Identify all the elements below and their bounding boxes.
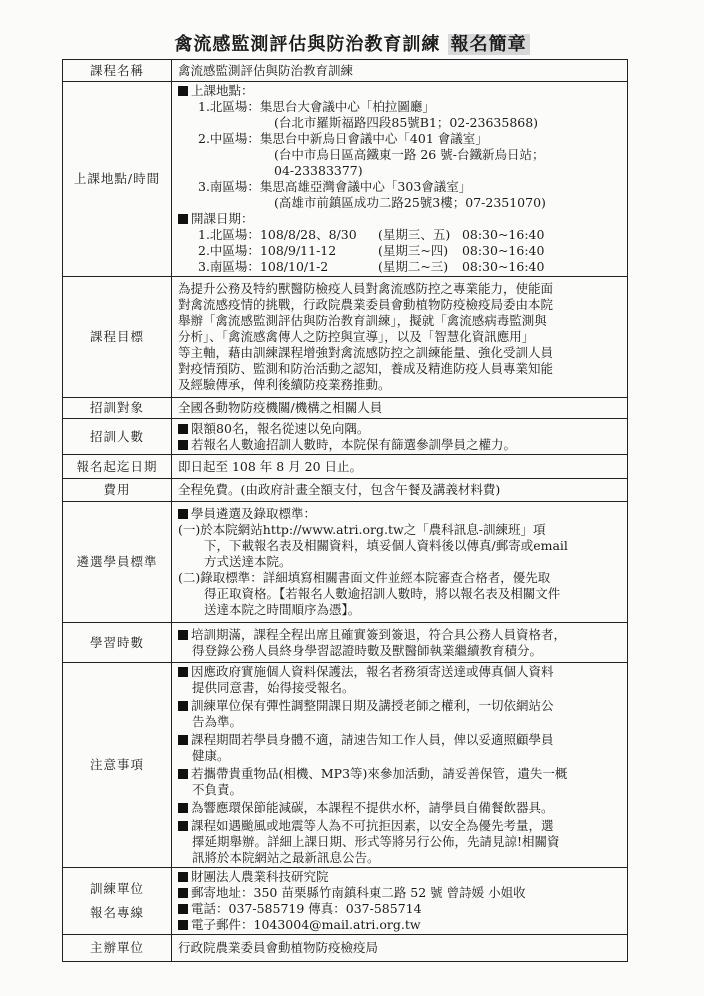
text-line: 若攜帶貴重物品(相機、MP3等)來參加活動，請妥善保管，遺失一概 [178,766,621,782]
text-line: 及經驗傳承，俾利後續防疫業務推動。 [178,377,391,392]
row-goal [63,277,628,398]
text-line: 限額80名，報名從速以免向隅。 [178,421,621,437]
text-line: 為響應環保節能減碳，本課程不提供水杯，請學員自備餐飲器具。 [178,800,621,816]
row-value: 全程免費。(由政府計畫全額支付，包含午餐及講義材料費) [172,479,628,502]
text-line: 04-23383377) [274,163,363,178]
notes-cell [172,663,628,868]
text-line: 舉辦「禽流感監測評估與防治教育訓練」，擬就「禽流感病毒監測與 [178,313,547,328]
row-label: 報名起迄日期 [63,455,172,479]
row-value: 行政院農業委員會動植物防疫檢疫局 [172,935,628,962]
bullet-square-icon [178,667,188,677]
text-line: (二)錄取標準：詳細填寫相關書面文件並經本院審查合格者，優先取 [178,570,551,585]
bullet-square-icon [178,821,188,831]
row-period [63,455,628,479]
text-line: 等主軸，藉由訓練課程增強對禽流感防控之訓練能量、強化受訓人員 [178,345,554,360]
hours-cell [172,623,628,663]
text-line: 若報名人數逾招訓人數時，本院保有篩選參訓學員之權力。 [178,437,621,453]
bullet-square-icon [178,424,188,434]
text-line: 健康。 [192,748,230,763]
bullet-square-icon [178,769,188,779]
bullet-square-icon [178,872,188,882]
text-line: 對疫情預防、監測和防治活動之認知，養成及精進防疫人員專業知能 [178,361,554,376]
row-label: 上課地點/時間 [63,82,172,277]
row-label: 招訓人數 [63,419,172,455]
row-label: 課程名稱 [63,60,172,82]
row-label: 課程目標 [63,277,172,398]
text-line: 訓練單位保有彈性調整開課日期及講授老師之權利，一切依網站公 [178,698,621,714]
text-line: 不負責。 [192,782,243,797]
text-line: 送達本院之時間順序為憑】。 [204,602,361,617]
row-label: 訓練單位 報名專線 [63,868,172,935]
row-selection [63,502,628,623]
row-label: 招訓對象 [63,398,172,419]
text-line: 開課日期： [178,211,621,227]
row-fee [63,479,628,502]
text-line: 提供同意書，始得接受報名。 [192,680,355,695]
text-line: 因應政府實施個人資料保護法，報名者務須寄送達或傳真個人資料 [178,664,621,680]
bullet-square-icon [178,735,188,745]
text-line: 電子郵件：1043004@mail.atri.org.tw [178,917,621,933]
row-contact [63,868,628,935]
row-value: 全國各動物防疫機關/機構之相關人員 [172,398,628,419]
row-label: 費用 [63,479,172,502]
date-line: 1.北區場：108/8/28、8/30 (星期三、五) 08:30~16:40 [198,227,545,242]
text-line: 分析」、「禽流感禽傳人之防控與宣導」，以及「智慧化資訊應用」 [178,329,535,344]
text-line: (台中市烏日區高鐵東一路 26 號-台鐵新烏日站； [274,147,545,162]
bullet-square-icon [178,920,188,930]
text-line: 培訓期滿，課程全程出席且確實簽到簽退，符合具公務人員資格者， [178,627,621,643]
text-line: 擇延期舉辦。詳細上課日期、形式等將另行公佈，先請見諒!相關資 [192,834,560,849]
bullet-square-icon [178,214,188,224]
text-line: 財團法人農業科技研究院 [178,869,621,885]
selection-cell: 學員遴選及錄取標準： (一)於本院網站http://www.atri.org.tw之「農科訊息-訓練班」項 下，下載報名表及相關資料，填妥個人資料後以傳真/郵寄或email 方式送達本院。 (二)錄取標準：詳細填寫相關書面文件並經本院審查合格者，優先取 得正取資格。【若報名人數逾招訓人數時，將以報名表及相關文件 送達本院之時間順序為憑】。 [172,502,628,623]
text-line: 3.南區場：集思高雄亞灣會議中心「303會議室」 [198,179,472,194]
text-line: 郵寄地址：350 苗栗縣竹南鎮科東二路 52 號 曾詩媛 小姐收 [178,885,621,901]
row-notes [63,663,628,868]
text-line: 上課地點： [178,83,621,99]
bullet-square-icon [178,509,188,519]
bullet-square-icon [178,440,188,450]
date-line: 2.中區場：108/9/11-12 (星期三~四) 08:30~16:40 [198,243,545,258]
text-line: 電話：037-585719 傳真：037-585714 [178,901,621,917]
bullet-square-icon [178,888,188,898]
text-line: 方式送達本院。 [204,554,292,569]
text-line: 課程期間若學員身體不適，請速告知工作人員，俾以妥適照顧學員 [178,732,621,748]
row-organizer [63,935,628,962]
row-label: 學習時數 [63,623,172,663]
row-quota [63,419,628,455]
row-target [63,398,628,419]
text-line: 得正取資格。【若報名人數逾招訓人數時，將以報名表及相關文件 [204,586,561,601]
row-value: 即日起至 108 年 8 月 20 日止。 [172,455,628,479]
bullet-square-icon [178,630,188,640]
text-line: 為提升公務及特約獸醫防檢疫人員對禽流感防控之專業能力，使能面 [178,281,554,296]
row-hours [63,623,628,663]
row-venue [63,82,628,277]
row-course-name [63,60,628,82]
text-line: 對禽流感疫情的挑戰，行政院農業委員會動植物防疫檢疫局委由本院 [178,297,554,312]
bullet-square-icon [178,701,188,711]
text-line: (台北市羅斯福路四段85號B1；02-23635868) [274,115,539,130]
text-line: (高雄市前鎮區成功二路25號3樓；07-2351070) [274,195,546,210]
bullet-square-icon [178,86,188,96]
text-line: 課程如遇颱風或地震等人為不可抗拒因素，以安全為優先考量，選 [178,818,621,834]
row-value: 禽流感監測評估與防治教育訓練 [172,60,628,82]
goal-cell [172,277,628,398]
contact-cell [172,868,628,935]
row-label: 注意事項 [63,663,172,868]
quota-cell [172,419,628,455]
title-highlight: 報名簡章 [448,34,530,55]
bullet-square-icon [178,803,188,813]
row-label: 遴選學員標準 [63,502,172,623]
website-link[interactable]: http://www.atri.org.tw [262,522,404,537]
text-line: 2.中區場：集思台中新烏日會議中心「401 會議室」 [198,131,488,146]
text-line: 得登錄公務人員終身學習認證時數及獸醫師執業繼續教育積分。 [192,642,543,658]
text-line: 訊將於本院網站之最新訊息公告。 [192,850,380,865]
bullet-square-icon [178,904,188,914]
registration-table [62,59,628,962]
venue-cell [172,82,628,277]
row-label: 主辦單位 [63,935,172,962]
text-line: 1.北區場：集思台大會議中心「柏拉圖廳」 [198,99,435,114]
text-line: 告為準。 [192,714,243,729]
date-line: 3.南區場：108/10/1-2 (星期二~三) 08:30~16:40 [198,259,545,274]
text-line: 下，下載報名表及相關資料，填妥個人資料後以傳真/郵寄或email [204,538,568,553]
page-title: 禽流感監測評估與防治教育訓練 報名簡章 [0,30,704,56]
